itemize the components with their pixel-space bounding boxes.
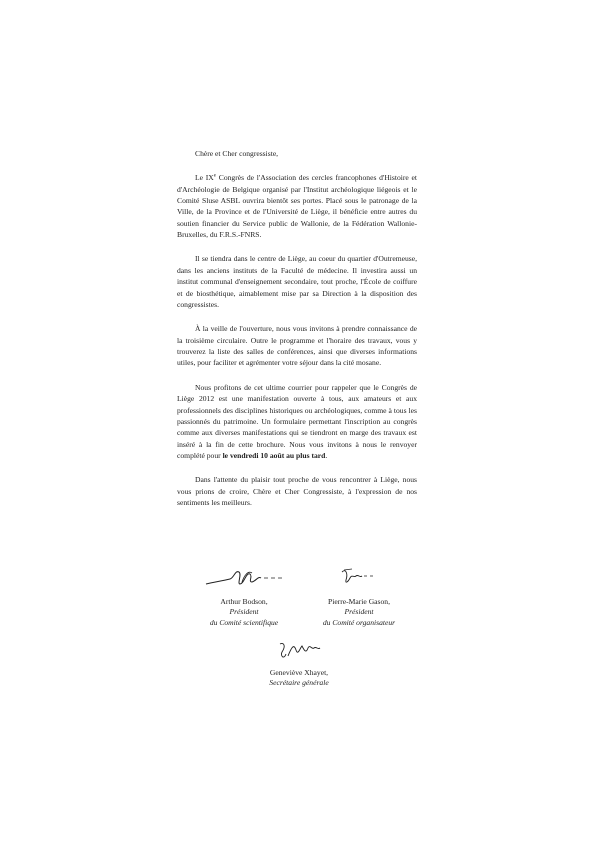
signatory-committee: du Comité organisateur <box>322 617 396 627</box>
signature-bodson <box>204 564 284 590</box>
paragraph-closing: Dans l'attente du plaisir tout proche de vous rencontrer à Liège, nous vous prions de croire, Chère et Cher Congressiste, à l'expression de nos sentiments les meilleurs. <box>177 475 417 508</box>
signatory-name: Geneviève Xhayet, <box>269 668 329 677</box>
paragraph-venue: Il se tiendra dans le centre de Liège, au coeur du quartier d'Outremeuse, dans les anciens instituts de la Faculté de médecine. Il investira aussi un institut communal d'enseignement secondaire, tout proche, l'École de coiffure et de biosthétique, aimablement mise par sa Direction à la disposition des congressistes. <box>177 254 417 310</box>
paragraph-intro <box>177 172 417 240</box>
p4-text-end: . <box>325 451 328 461</box>
signatory-name: Pierre-Marie Gason, <box>328 597 390 606</box>
signature-xhayet <box>274 638 324 664</box>
ordinal-superscript: e <box>213 173 217 179</box>
signatory-role: Président <box>344 607 374 617</box>
signature-gason <box>338 564 378 590</box>
paragraph-registration <box>177 382 417 462</box>
letter-body <box>177 148 417 509</box>
signatory-committee: du Comité scientifique <box>209 617 279 627</box>
deadline-date: le vendredi 10 août au plus tard <box>222 451 326 461</box>
signatory-block-xhayet <box>235 668 363 689</box>
signatory-role: Président <box>229 607 259 617</box>
signatory-block-gason <box>295 597 423 628</box>
signatory-name: Arthur Bodson, <box>220 597 268 606</box>
p4-text-start: Nous profitons de cet ultime courrier pour rappeler que le Congrès de Liège 2012 est une manifestation ouverte à tous, aux amateurs et aux professionnels des disciplines historiques ou archéologiques, comme à tous les passionnés du patrimoine. Un formulaire permettant l'inscription au congrès comme aux diverses manifestations qui se tiendront en marge des travaux est inséré à la fin de cette brochure. Nous vous invitons à nous le renvoyer complété pour <box>177 382 417 461</box>
p1-text-rest: Congrès de l'Association des cercles francophones d'Histoire et d'Archéologie de Belgique organisé par l'Institut archéologique liégeois et le Comité Sluse ASBL ouvrira bientôt ses portes. Placé sous le patronage de la Ville, de la Province et de l'Université de Liège, il bénéficie entre autres du soutien financier du Service public de Wallonie, de la Fédération Wallonie-Bruxelles, du F.R.S.-FNRS. <box>177 173 418 240</box>
signatory-role: Secrétaire générale <box>269 678 329 688</box>
salutation: Chère et Cher congressiste, <box>195 149 279 158</box>
paragraph-circular: À la veille de l'ouverture, nous vous invitons à prendre connaissance de la troisième circulaire. Outre le programme et l'horaire des travaux, vous y trouverez la liste des salles de conférences, ainsi que diverses informations utiles, pour faciliter et agrémenter votre séjour dans la cité mosane. <box>177 324 417 368</box>
p1-text-start: Le IX <box>195 173 214 183</box>
signatory-block-bodson <box>180 597 308 628</box>
